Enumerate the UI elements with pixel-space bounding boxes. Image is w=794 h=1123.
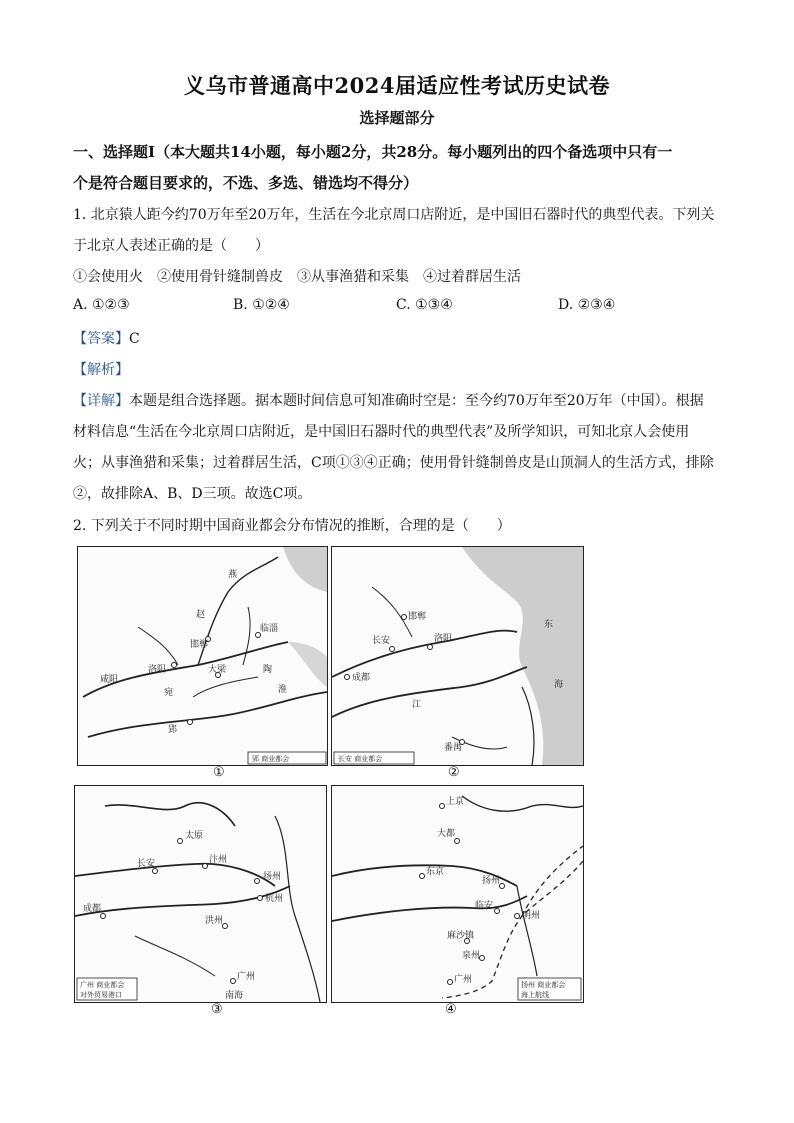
map-2-place-6: 东 [544,620,554,630]
section-subtitle: 选择题部分 [359,109,435,127]
map-4-place-6: 泉州 [462,951,481,961]
map-2-legend: 长安 商业都会 [338,755,383,763]
map-2-place-2: 洛阳 [434,634,453,644]
map-1-place-9: 宛 [164,688,174,698]
map-2-place-5: 江 [412,700,422,710]
section-instruction-line1: 一、选择题Ⅰ（本大题共14小题，每小题2分，共28分。每小题列出的四个备选项中只有一 [73,143,673,161]
map-1-place-6: 咸阳 [100,675,119,685]
q1-detail-line1 [73,390,733,410]
q1-analysis-line [73,359,733,379]
map-3-place-8: 南海 [225,991,244,1001]
map-1 [77,546,328,766]
answer-value: C [129,331,140,347]
map-1-place-0: 燕 [228,570,238,580]
map-2-place-7: 海 [554,680,564,690]
map-1-place-1: 赵 [196,610,206,620]
map-2-drawing [332,547,583,765]
answer-tag: 【答案】 [73,331,129,347]
map-3-legend-2: 对外贸易港口 [80,991,122,999]
q1-answer-line [73,328,733,348]
map-3 [74,785,327,1003]
section-instruction-line2: 个是符合题目要求的，不选、多选、错选均不得分） [73,174,419,192]
exam-title: 义乌市普通高中2024届适应性考试历史试卷 [184,73,610,98]
map-1-place-7: 陶 [263,665,273,675]
map-3-place-0: 太原 [185,831,204,841]
map-2-place-4: 番禺 [444,743,463,753]
map-4-place-3: 临安 [475,901,494,911]
map-1-place-10: 淮 [278,685,288,695]
map-4-legend: 扬州 商业都会 [521,981,566,989]
detail-tag: 【详解】 [73,393,129,409]
map-4-place-0: 上京 [446,797,465,807]
map-1-drawing [78,547,327,765]
map-4-place-5: 明州 [522,911,541,921]
q1-option-c: C. ①③④ [396,297,453,313]
map-1-legend: 郢 商业都会 [252,755,290,763]
map-3-place-2: 汴州 [209,855,228,865]
map-3-legend: 广州 商业都会 [80,981,125,989]
map-2-place-1: 长安 [372,636,391,646]
map-3-drawing [75,786,326,1002]
map-2 [331,546,584,766]
q1-detail-line4: ②，故排除A、B、D三项。故选C项。 [73,486,312,502]
q1-option-d: D. ②③④ [558,297,616,313]
map-2-place-0: 邯郸 [408,612,427,622]
analysis-tag: 【解析】 [73,362,129,378]
map-4 [331,785,584,1003]
map-4-place-2: 东京 [426,867,445,877]
map-3-label: ③ [211,1002,223,1017]
q1-statements: ①会使用火 ②使用骨针缝制兽皮 ③从事渔猎和采集 ④过着群居生活 [73,269,521,285]
q1-detail-line3: 火；从事渔猎和采集；过着群居生活，C项①③④正确；使用骨针缝制兽皮是山顶洞人的生活方式，排除 [73,455,714,471]
q1-detail-line2: 材料信息“生活在今北京周口店附近，是中国旧石器时代的典型代表”及所学知识，可知北京人会使用 [73,424,690,440]
q2-stem-line1: 2. 下列关于不同时期中国商业都会分布情况的推断，合理的是（ ） [73,518,511,534]
map-1-place-2: 邯郸 [190,640,209,650]
map-3-place-5: 成都 [83,904,102,914]
map-4-label: ④ [445,1002,457,1017]
map-1-place-4: 洛阳 [148,665,167,675]
q1-option-a: A. ①②③ [73,297,130,313]
q1-option-b: B. ①②④ [233,297,290,313]
map-1-place-5: 大梁 [208,665,227,675]
map-3-place-7: 广州 [237,972,256,982]
map-3-place-1: 长安 [137,859,156,869]
map-1-place-3: 临淄 [260,624,279,634]
map-1-place-8: 郢 [168,725,178,735]
map-4-drawing [332,786,583,1002]
map-1-label: ① [213,765,225,780]
detail-text-1: 本题是组合选择题。据本题时间信息可知准确时空是：至今约70万年至20万年（中国）。根据 [129,393,704,409]
map-4-place-7: 广州 [454,975,473,985]
q1-stem-line1: 1. 北京猿人距今约70万年至20万年，生活在今北京周口店附近，是中国旧石器时代的典型代表。下列关 [73,207,715,223]
map-4-legend-2: 海上航线 [521,991,549,999]
map-2-place-3: 成都 [352,673,371,683]
map-3-place-6: 洪州 [205,916,224,926]
map-2-label: ② [448,765,460,780]
map-4-place-4: 扬州 [482,876,501,886]
map-4-place-1: 大都 [437,829,456,839]
map-3-place-3: 扬州 [263,872,282,882]
map-3-place-4: 杭州 [265,894,284,904]
map-4-place-8: 麻沙镇 [447,931,475,941]
q1-stem-line2: 于北京人表述正确的是（ ） [73,238,269,254]
